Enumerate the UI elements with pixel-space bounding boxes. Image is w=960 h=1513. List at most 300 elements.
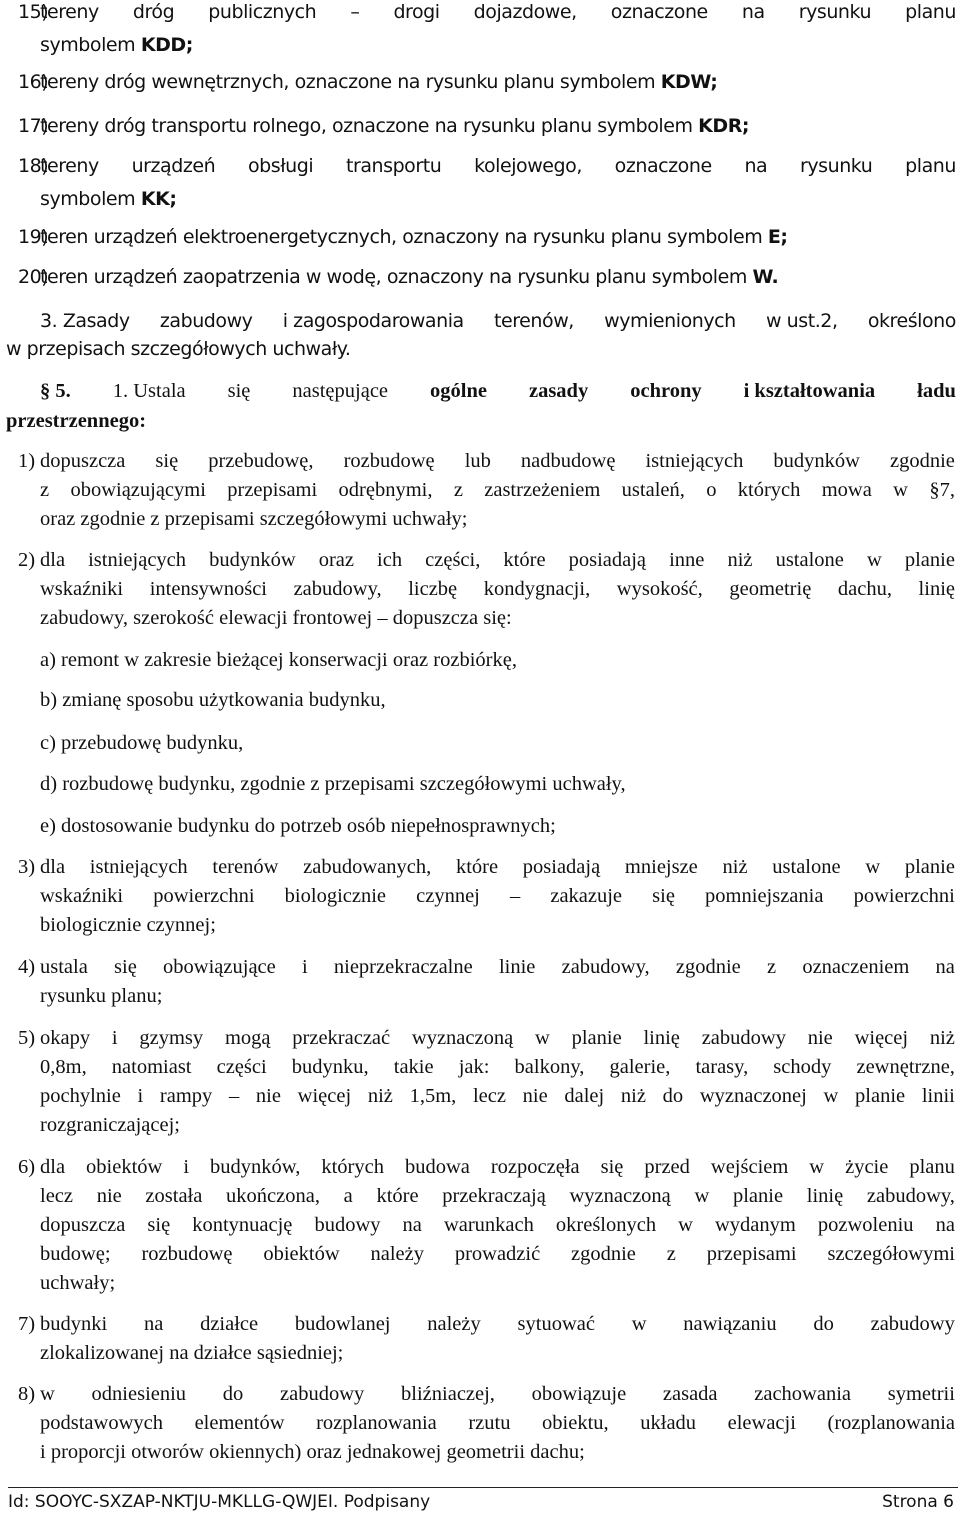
word: na (744, 155, 768, 177)
word: posiadają (568, 549, 647, 571)
word: dla (40, 549, 66, 571)
word: z (453, 479, 463, 501)
word: pochylnie (40, 1085, 121, 1107)
word: dopuszcza (40, 1214, 126, 1236)
word: obsługi (247, 155, 314, 177)
list-number (18, 1313, 35, 1335)
word: ładu (917, 380, 956, 402)
item-text: tereny dróg wewnętrznych, oznaczone na rysunku planu symbolem (40, 71, 661, 93)
list-item-line (40, 607, 512, 629)
word: prowadzić (454, 1243, 541, 1265)
word: ustala (40, 956, 88, 978)
word: budynków, (210, 1156, 301, 1178)
word: wydanym (714, 1214, 796, 1236)
word: określono (867, 310, 956, 332)
word: rozplanowania (316, 1412, 437, 1434)
word: na (741, 1, 765, 23)
word: 0,8m, (40, 1056, 87, 1078)
word: terenów (212, 856, 279, 878)
word: na (402, 1214, 422, 1236)
word: zabudowy (870, 1313, 955, 1335)
word: – (509, 885, 521, 907)
paragraph-text: w przepisach szczegółowych uchwały. (6, 338, 351, 360)
word: dopuszcza (40, 450, 126, 472)
word: planu (909, 1156, 955, 1178)
word: oznaczone (614, 155, 712, 177)
word: powierzchni (153, 885, 255, 907)
word: wyznaczoną (411, 1027, 514, 1049)
word: przekraczają (442, 1185, 546, 1207)
word: w (865, 856, 881, 878)
word: które (455, 856, 499, 878)
list-number-text: 15) (18, 1, 49, 23)
word: należy (370, 1243, 424, 1265)
list-item-line (40, 1056, 955, 1078)
word: rzutu (468, 1412, 511, 1434)
item-text: symbolem (40, 34, 141, 56)
word: odniesieniu (91, 1383, 187, 1405)
word: wyznaczoną (569, 1185, 671, 1207)
item-text: teren urządzeń elektroenergetycznych, oznaczony na rysunku planu symbolem (40, 226, 768, 248)
word: odrębnymi, (338, 479, 433, 501)
word: się (652, 885, 675, 907)
word: zgodnie (675, 956, 741, 978)
symbol-code: KDR; (698, 115, 750, 137)
item-text: i proporcji otworów okiennych) oraz jednakowej geometrii dachu; (40, 1441, 585, 1463)
word: dróg (132, 1, 175, 23)
word: zabudowy (159, 310, 253, 332)
sub-item-text: d) rozbudowę budynku, zgodnie z przepisami szczegółowymi uchwały, (40, 773, 626, 795)
word: i (111, 1027, 118, 1049)
word: rampy (159, 1085, 213, 1107)
word: w (866, 549, 882, 571)
list-item-line (40, 1156, 955, 1178)
word: nie (807, 1027, 833, 1049)
word: w (893, 479, 908, 501)
word: więcej (297, 1085, 352, 1107)
sub-item-text: c) przebudowę budynku, (40, 732, 244, 754)
word: na (935, 956, 955, 978)
word: zabudowy (701, 1027, 786, 1049)
word: na (143, 1313, 164, 1335)
word: budowy (314, 1214, 381, 1236)
word: planu (905, 1, 956, 23)
word: warunkach (443, 1214, 534, 1236)
list-item-line (40, 1441, 585, 1463)
word: przepisami (227, 479, 318, 501)
list-item-line (40, 1114, 180, 1136)
word: w (40, 1383, 55, 1405)
word: których (737, 479, 801, 501)
word: planu (905, 155, 956, 177)
footer-divider (8, 1487, 958, 1488)
item-text: oraz zgodnie z przepisami szczegółowymi uchwały; (40, 508, 468, 530)
section-text: przestrzennego: (6, 410, 147, 432)
word: i (183, 1156, 190, 1178)
word: się (227, 380, 251, 402)
word: życie (845, 1156, 889, 1178)
word: zgodnie (890, 450, 955, 472)
word: dojazdowe, (473, 1, 577, 23)
word: lub (464, 450, 491, 472)
sub-item-text: b) zmianę sposobu użytkowania budynku, (40, 689, 386, 711)
list-number-text: 17) (18, 115, 49, 137)
word: intensywności (149, 578, 267, 600)
item-text: zabudowy, szerokość elewacji frontowej – dopuszcza się: (40, 607, 512, 629)
word: linię (806, 1185, 844, 1207)
word: dalej (564, 1085, 605, 1107)
word: i kształtowania (743, 380, 876, 402)
list-item-line (40, 1383, 955, 1405)
list-item-line (40, 956, 955, 978)
word: sytuować (517, 1313, 595, 1335)
word: istniejących (645, 450, 744, 472)
word: niż (727, 549, 753, 571)
word: nadbudowę (520, 450, 616, 472)
symbol-code: W. (752, 266, 779, 288)
word: – (350, 1, 360, 23)
section-sign: § 5. (40, 380, 71, 402)
word: na (935, 1214, 955, 1236)
list-item-line (40, 1185, 955, 1207)
word: mogą (224, 1027, 271, 1049)
list-item-line (40, 479, 955, 501)
word: ich (377, 549, 403, 571)
word: z (666, 1243, 676, 1265)
word: rysunku (800, 155, 873, 177)
word: z (767, 956, 777, 978)
item-text: teren urządzeń zaopatrzenia w wodę, oznaczony na rysunku planu symbolem (40, 266, 753, 288)
word: w (535, 1027, 550, 1049)
word: o (706, 479, 717, 501)
word: zabudowy, (866, 1185, 955, 1207)
word: ustalone (775, 549, 844, 571)
list-item-line (40, 508, 468, 530)
word: ochrony (630, 380, 702, 402)
word: budynków (773, 450, 860, 472)
word: w (809, 1156, 825, 1178)
word: rysunku (798, 1, 872, 23)
word: 3. Zasady (40, 310, 130, 332)
word: się (155, 450, 179, 472)
list-number-text: 16) (18, 71, 49, 93)
word: wyznaczonej (699, 1085, 807, 1107)
list-item-line (40, 226, 788, 248)
word: z (40, 479, 50, 501)
word: niż (929, 1027, 955, 1049)
word: urządzeń (131, 155, 216, 177)
word: okapy (40, 1027, 91, 1049)
footer-document-id: Id: SOOYC-SXZAP-NKTJU-MKLLG-QWJEI. Podpisany (8, 1492, 431, 1512)
word: została (145, 1185, 203, 1207)
word: których (321, 1156, 384, 1178)
word: się (114, 956, 137, 978)
word: mniejsze (624, 856, 698, 878)
symbol-code: KK; (140, 188, 177, 210)
word: budynków (209, 549, 296, 571)
list-item-line (40, 1313, 955, 1335)
list-item-line (40, 578, 955, 600)
word: w (694, 1185, 710, 1207)
word: do (662, 1085, 684, 1107)
word: liczbę (408, 578, 458, 600)
item-text: rysunku planu; (40, 985, 163, 1007)
list-number (18, 1383, 35, 1405)
sub-item-text: a) remont w zakresie bieżącej konserwacji oraz rozbiórkę, (40, 649, 517, 671)
word: mowa (821, 479, 872, 501)
word: kolejowego, (474, 155, 582, 177)
list-item-line (40, 115, 749, 137)
word: przepisami (706, 1243, 797, 1265)
word: następujące (292, 380, 389, 402)
word: planie (904, 549, 955, 571)
list-number (18, 450, 35, 472)
word: planie (904, 856, 955, 878)
word: schody (773, 1056, 832, 1078)
list-number (18, 956, 35, 978)
word: galerie, (609, 1056, 671, 1078)
word: oznaczone (610, 1, 708, 23)
word: planie (571, 1027, 622, 1049)
word: wskaźniki (40, 578, 124, 600)
word: nie (255, 1085, 281, 1107)
list-item-line (40, 188, 177, 210)
section-5-heading (6, 380, 956, 402)
symbol-code: KDW; (660, 71, 718, 93)
word: zabudowanych, (303, 856, 432, 878)
word: zachowania (754, 1383, 852, 1405)
word: nieprzekraczalne (333, 956, 473, 978)
footer-page-number: Strona 6 (882, 1492, 954, 1512)
list-number-text: 7) (18, 1313, 36, 1335)
word: elewacji (727, 1412, 796, 1434)
word: pomniejszania (705, 885, 824, 907)
list-number (18, 1027, 35, 1049)
list-number-text: 1) (18, 450, 36, 472)
word: linii (921, 1085, 955, 1107)
paragraph-3-line (6, 338, 350, 360)
word: nawiązaniu (683, 1313, 777, 1335)
word: przebudowę, (208, 450, 314, 472)
paragraph-3-line (40, 310, 956, 332)
word: bliźniaczej, (401, 1383, 495, 1405)
word: nie (522, 1085, 548, 1107)
word: szczegółowymi (827, 1243, 955, 1265)
word: dachu, (837, 578, 892, 600)
word: które (376, 1185, 419, 1207)
word: ustalone (772, 856, 841, 878)
list-item-line (40, 985, 162, 1007)
list-item-line (40, 1243, 955, 1265)
symbol-code: E; (767, 226, 788, 248)
word: działce (200, 1313, 259, 1335)
word: budowę; (40, 1243, 111, 1265)
word: (rozplanowania (827, 1412, 955, 1434)
word: tereny (40, 1, 99, 23)
word: oznaczeniem (802, 956, 910, 978)
word: lecz (472, 1085, 506, 1107)
list-item-line (40, 155, 956, 177)
word: w (631, 1313, 647, 1335)
sub-item (40, 732, 243, 754)
list-item-line (40, 34, 193, 56)
word: kontynuację (192, 1214, 293, 1236)
word: planie (732, 1185, 784, 1207)
word: rozpoczęła (490, 1156, 580, 1178)
word: tereny (40, 155, 99, 177)
list-number-text: 3) (18, 856, 36, 878)
word: budynku, (291, 1056, 369, 1078)
word: nie (96, 1185, 122, 1207)
word: drogi (393, 1, 440, 23)
word: niż (620, 1085, 646, 1107)
word: się (600, 1156, 624, 1178)
sub-item-text: e) dostosowanie budynku do potrzeb osób niepełnosprawnych; (40, 815, 556, 837)
list-item-line (40, 266, 778, 288)
word: takie (393, 1056, 434, 1078)
list-number-text: 8) (18, 1383, 36, 1405)
word: a (343, 1185, 353, 1207)
word: symetrii (887, 1383, 955, 1405)
word: biologicznie (284, 885, 387, 907)
word: ogólne (430, 380, 487, 402)
word: posiadają (522, 856, 601, 878)
sub-item (40, 773, 626, 795)
word: niż (367, 1085, 393, 1107)
word: zabudowy, (293, 578, 382, 600)
word: określonych (555, 1214, 657, 1236)
list-item-line (40, 885, 955, 907)
word: zabudowy, (561, 956, 650, 978)
word: geometrię (729, 578, 812, 600)
word: budowlanej (294, 1313, 391, 1335)
word: które (503, 549, 546, 571)
word: linię (918, 578, 955, 600)
item-text: uchwały; (40, 1272, 116, 1294)
word: rozbudowę (343, 450, 435, 472)
list-item-line (40, 1342, 343, 1364)
word: transportu (345, 155, 442, 177)
list-item-line (40, 1, 956, 23)
list-item-line (40, 1412, 955, 1434)
item-text: biologicznie czynnej; (40, 914, 216, 936)
word: niż (722, 856, 748, 878)
word: publicznych (208, 1, 317, 23)
word: jak: (458, 1056, 490, 1078)
word: zgodnie (571, 1243, 636, 1265)
list-number (18, 856, 35, 878)
word: §7, (929, 479, 955, 501)
list-number-text: 18) (18, 155, 49, 177)
sub-item (40, 649, 517, 671)
word: natomiast (111, 1056, 192, 1078)
list-item-line (40, 856, 955, 878)
word: części, (425, 549, 481, 571)
word: – (228, 1085, 240, 1107)
list-number-text: 20) (18, 266, 49, 288)
word: obowiązuje (531, 1383, 627, 1405)
word: zewnętrzne, (856, 1056, 955, 1078)
list-number (18, 1156, 35, 1178)
word: i zagospodarowania (282, 310, 464, 332)
list-number-text: 5) (18, 1027, 36, 1049)
word: obiektów (86, 1156, 163, 1178)
word: zasada (662, 1383, 718, 1405)
word: wymienionych (604, 310, 736, 332)
word: tarasy, (695, 1056, 749, 1078)
word: budowa (404, 1156, 470, 1178)
word: lecz (40, 1185, 73, 1207)
word: kondygnacji, (483, 578, 591, 600)
section-5-heading (6, 410, 146, 432)
word: elementów (194, 1412, 285, 1434)
word: ustaleń, (621, 479, 685, 501)
word: powierzchni (853, 885, 955, 907)
word: w (823, 1085, 839, 1107)
word: budynki (40, 1313, 108, 1335)
word: linię (643, 1027, 680, 1049)
word: obiektów (263, 1243, 340, 1265)
word: i (137, 1085, 144, 1107)
word: zakazuje (550, 885, 623, 907)
word: zasady (528, 380, 589, 402)
word: przed (644, 1156, 690, 1178)
word: podstawowych (40, 1412, 163, 1434)
word: się (147, 1214, 171, 1236)
word: istniejących (88, 549, 187, 571)
list-item-line (40, 450, 955, 472)
word: 1. Ustala (112, 380, 186, 402)
list-number-text: 2) (18, 549, 36, 571)
list-item-line (40, 1027, 955, 1049)
word: wysokość, (616, 578, 703, 600)
list-number (18, 549, 35, 571)
word: obiektu, (542, 1412, 609, 1434)
sub-item (40, 689, 386, 711)
word: układu (640, 1412, 697, 1434)
word: rozbudowę (141, 1243, 233, 1265)
word: obowiązujące (163, 956, 276, 978)
word: więcej (854, 1027, 909, 1049)
word: do (813, 1313, 834, 1335)
word: do (222, 1383, 244, 1405)
word: inne (669, 549, 705, 571)
word: i (301, 956, 308, 978)
list-number-text: 19) (18, 226, 49, 248)
word: dla (40, 1156, 66, 1178)
word: w (678, 1214, 693, 1236)
word: oraz (318, 549, 354, 571)
list-item-line (40, 1272, 115, 1294)
word: należy (427, 1313, 481, 1335)
word: zabudowy (280, 1383, 365, 1405)
list-item-line (40, 71, 717, 93)
word: dla (40, 856, 66, 878)
item-text: tereny dróg transportu rolnego, oznaczone na rysunku planu symbolem (40, 115, 699, 137)
word: czynnej (416, 885, 480, 907)
word: wejściem (710, 1156, 789, 1178)
word: wskaźniki (40, 885, 124, 907)
word: istniejących (89, 856, 188, 878)
word: obowiązującymi (70, 479, 206, 501)
list-number-text: 4) (18, 956, 36, 978)
item-text: rozgraniczającej; (40, 1114, 180, 1136)
word: pozwoleniu (817, 1214, 914, 1236)
symbol-code: KDD; (140, 34, 193, 56)
word: linie (498, 956, 536, 978)
word: części (216, 1056, 267, 1078)
word: gzymsy (139, 1027, 204, 1049)
